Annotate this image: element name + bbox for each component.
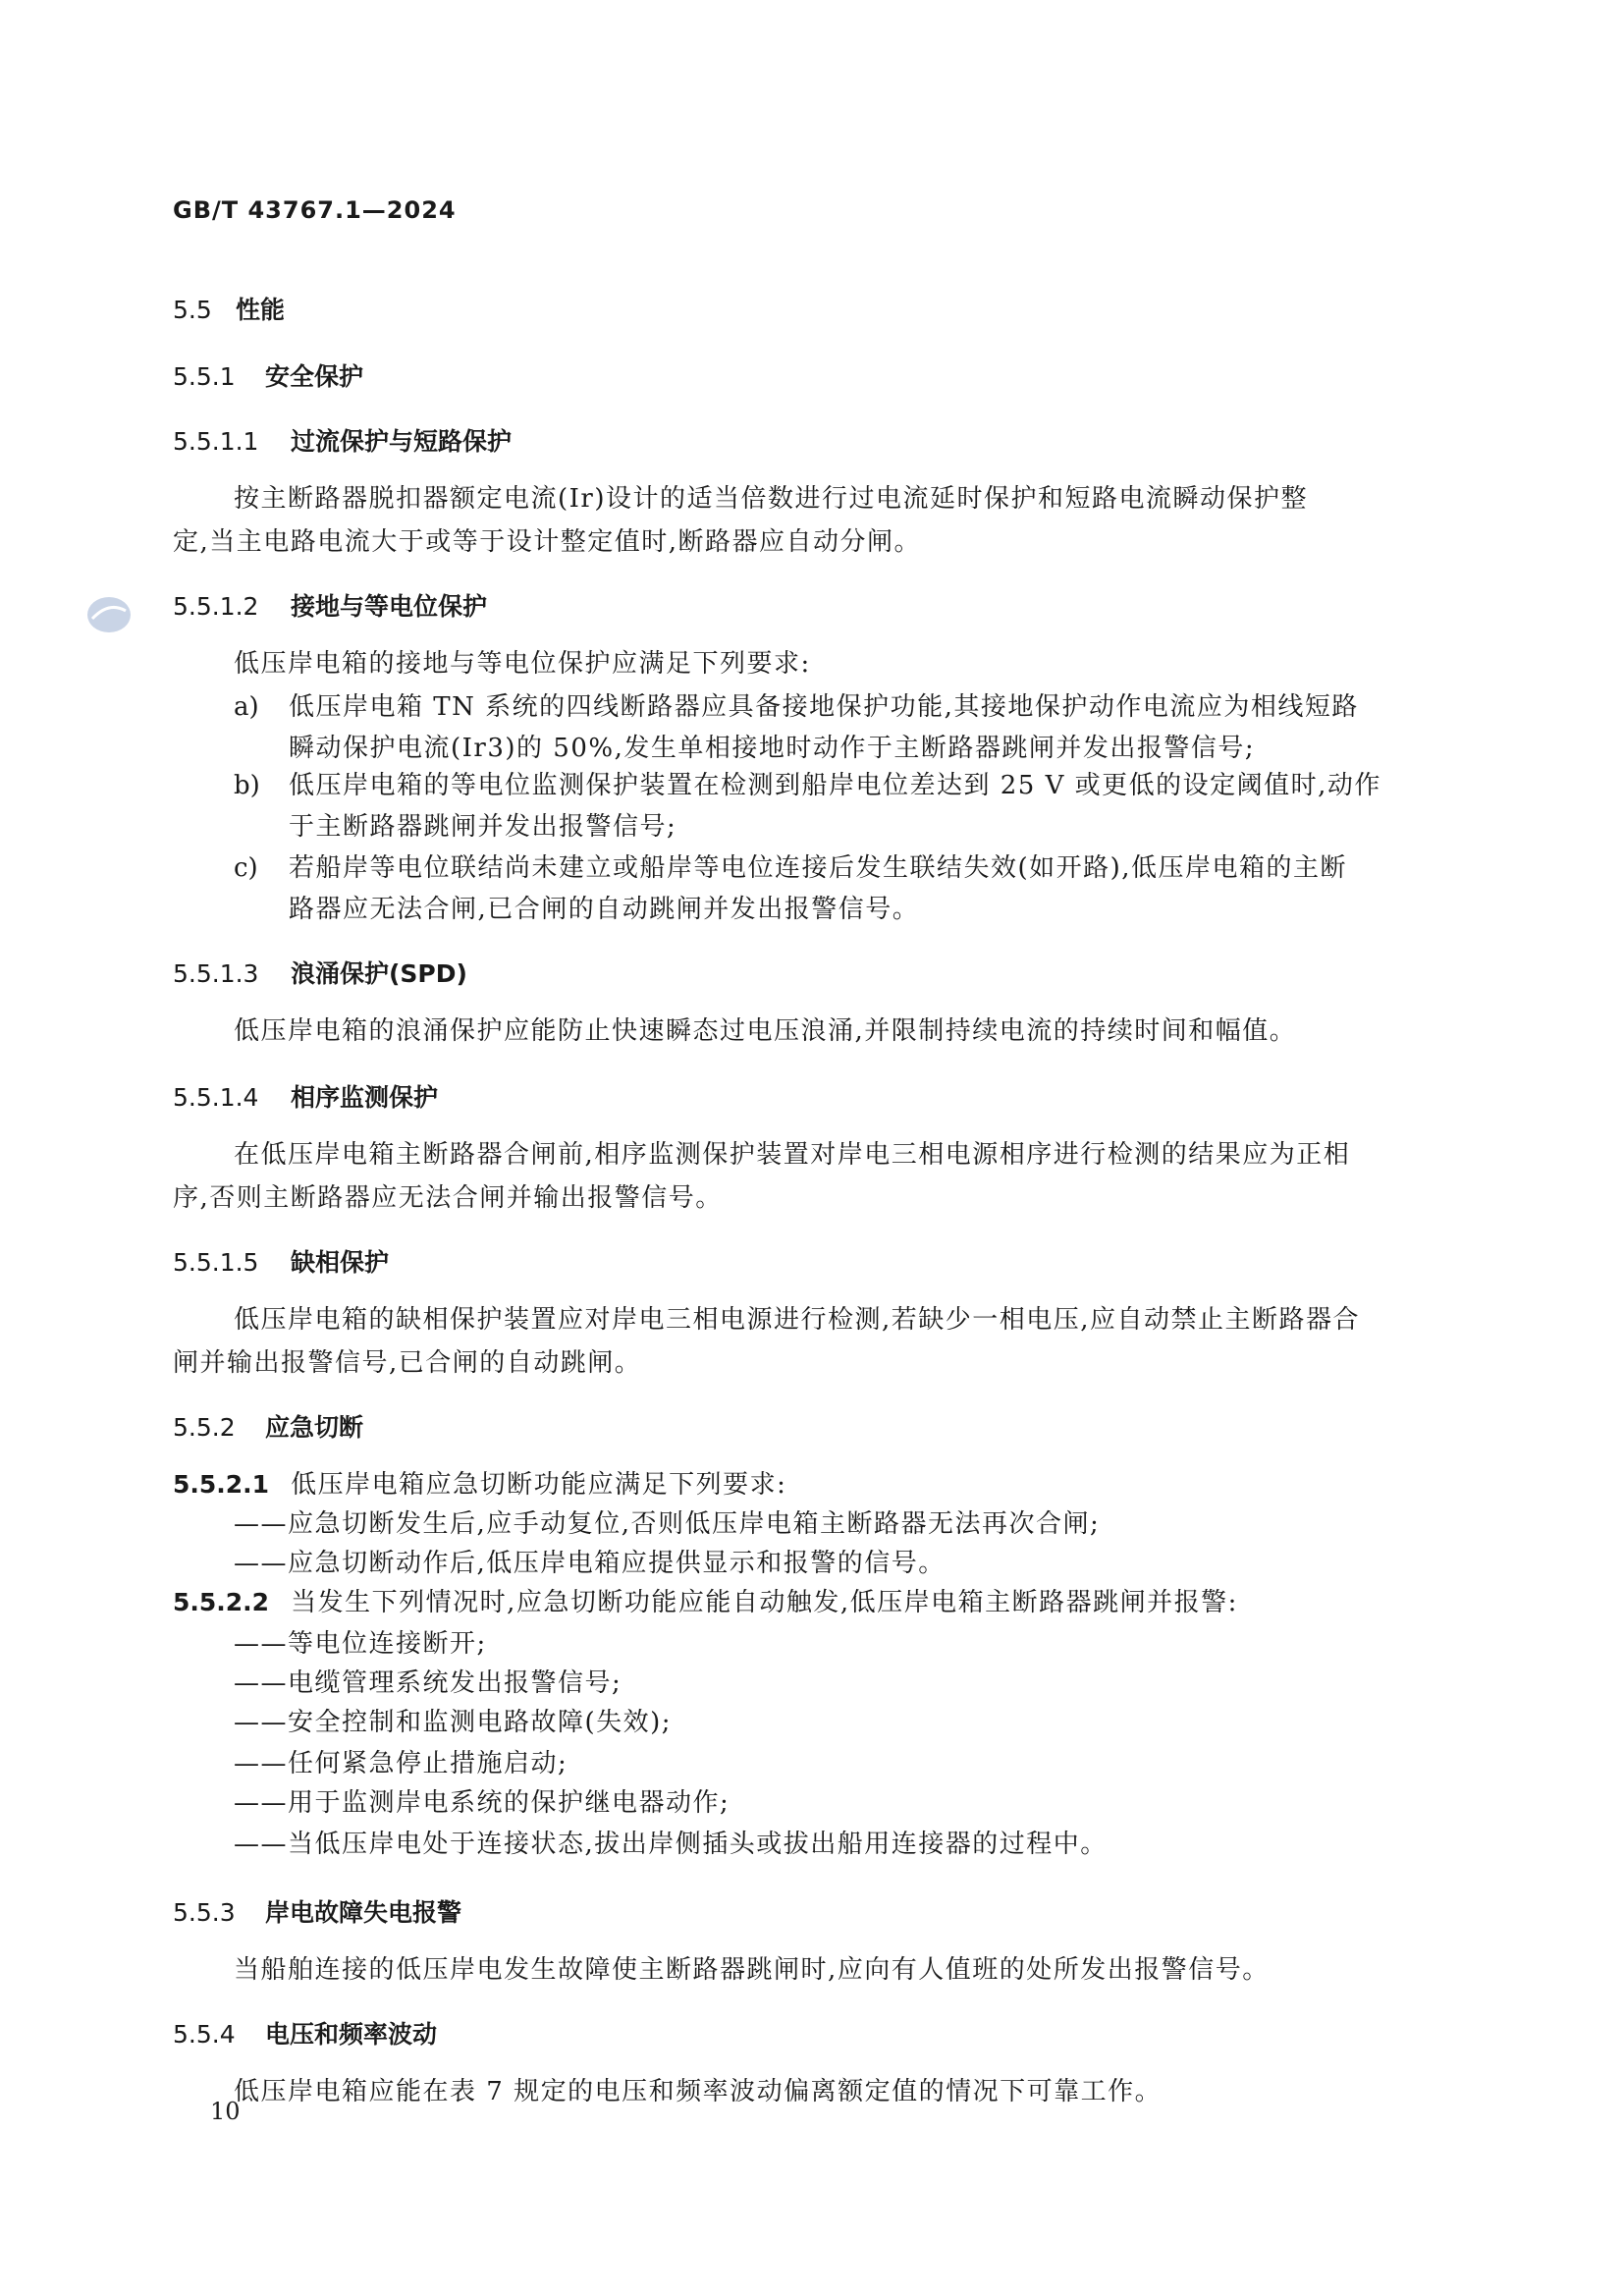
list-item-line: 若船岸等电位联结尚未建立或船岸等电位连接后发生联结失效(如开路),低压岸电箱的主断	[289, 853, 1348, 883]
clause-text: 当发生下列情况时,应急切断功能应能自动触发,低压岸电箱主断路器跳闸并报警:	[291, 1588, 1238, 1617]
dash-item: ——安全控制和监测电路故障(失效);	[234, 1708, 673, 1737]
heading-5-5	[173, 291, 285, 326]
list-item-line: 路器应无法合闸,已合闸的自动跳闸并发出报警信号。	[289, 895, 920, 924]
heading-5-5-1-3	[173, 955, 467, 990]
heading-number: 5.5.1.3	[173, 959, 259, 988]
heading-title: 应急切断	[265, 1413, 364, 1442]
list-item-line: 低压岸电箱 TN 系统的四线断路器应具备接地保护功能,其接地保护动作电流应为相线短路	[289, 692, 1359, 722]
clause-5-5-2-1	[173, 1463, 786, 1506]
paragraph-line: 定,当主电路电流大于或等于设计整定值时,断路器应自动分闸。	[173, 527, 922, 557]
paragraph-line: 序,否则主断路器应无法合闸并输出报警信号。	[173, 1183, 723, 1213]
paragraph-line: 闸并输出报警信号,已合闸的自动跳闸。	[173, 1348, 642, 1378]
heading-title: 缺相保护	[291, 1248, 390, 1277]
paragraph-line: 在低压岸电箱主断路器合闸前,相序监测保护装置对岸电三相电源相序进行检测的结果应为正相	[234, 1140, 1351, 1170]
heading-title: 浪涌保护(SPD)	[291, 959, 467, 988]
clause-number: 5.5.2.1	[173, 1470, 270, 1499]
heading-5-5-3	[173, 1893, 461, 1929]
heading-title: 岸电故障失电报警	[265, 1898, 462, 1927]
page-number: 10	[210, 2098, 241, 2125]
list-marker: c)	[234, 853, 258, 883]
heading-title: 安全保护	[265, 362, 364, 391]
sac-logo-icon	[86, 595, 132, 634]
paragraph-line: 低压岸电箱的缺相保护装置应对岸电三相电源进行检测,若缺少一相电压,应自动禁止主断路器合	[234, 1305, 1361, 1335]
heading-number: 5.5.1	[173, 362, 236, 391]
heading-number: 5.5.1.1	[173, 427, 259, 456]
list-item-line: 瞬动保护电流(Ir3)的 50%,发生单相接地时动作于主断路器跳闸并发出报警信号;	[289, 734, 1256, 763]
list-marker: b)	[234, 771, 260, 800]
paragraph-line: 低压岸电箱的浪涌保护应能防止快速瞬态过电压浪涌,并限制持续电流的持续时间和幅值。	[234, 1016, 1297, 1046]
list-item-line: 于主断路器跳闸并发出报警信号;	[289, 812, 677, 842]
heading-5-5-1-1	[173, 422, 512, 458]
list-marker: a)	[234, 692, 259, 722]
paragraph-line: 当船舶连接的低压岸电发生故障使主断路器跳闸时,应向有人值班的处所发出报警信号。	[234, 1955, 1270, 1985]
heading-number: 5.5.2	[173, 1413, 236, 1442]
heading-5-5-1-4	[173, 1078, 438, 1114]
paragraph-line: 低压岸电箱的接地与等电位保护应满足下列要求:	[234, 649, 811, 679]
dash-item: ——任何紧急停止措施启动;	[234, 1749, 568, 1778]
clause-number: 5.5.2.2	[173, 1588, 270, 1616]
heading-5-5-1	[173, 357, 363, 393]
dash-item: ——当低压岸电处于连接状态,拔出岸侧插头或拔出船用连接器的过程中。	[234, 1830, 1108, 1859]
paragraph-line: 低压岸电箱应能在表 7 规定的电压和频率波动偏离额定值的情况下可靠工作。	[234, 2077, 1163, 2106]
heading-number: 5.5.1.2	[173, 592, 259, 621]
heading-number: 5.5	[173, 296, 212, 324]
heading-title: 性能	[236, 296, 286, 324]
heading-number: 5.5.4	[173, 2020, 236, 2049]
heading-5-5-4	[173, 2015, 437, 2050]
heading-title: 电压和频率波动	[265, 2020, 438, 2049]
dash-item: ——用于监测岸电系统的保护继电器动作;	[234, 1788, 730, 1818]
heading-number: 5.5.1.5	[173, 1248, 259, 1277]
heading-number: 5.5.1.4	[173, 1083, 259, 1112]
clause-5-5-2-2	[173, 1581, 1238, 1624]
list-item-line: 低压岸电箱的等电位监测保护装置在检测到船岸电位差达到 25 V 或更低的设定阈值时,动作	[289, 771, 1381, 800]
dash-item: ——应急切断动作后,低压岸电箱应提供显示和报警的信号。	[234, 1549, 946, 1578]
paragraph-line: 按主断路器脱扣器额定电流(Ir)设计的适当倍数进行过电流延时保护和短路电流瞬动保护整	[234, 484, 1308, 514]
heading-title: 相序监测保护	[291, 1083, 439, 1112]
clause-text: 低压岸电箱应急切断功能应满足下列要求:	[291, 1470, 787, 1500]
dash-item: ——应急切断发生后,应手动复位,否则低压岸电箱主断路器无法再次合闸;	[234, 1509, 1101, 1539]
dash-item: ——电缆管理系统发出报警信号;	[234, 1668, 622, 1698]
heading-title: 过流保护与短路保护	[291, 427, 513, 456]
heading-5-5-1-5	[173, 1243, 389, 1279]
dash-item: ——等电位连接断开;	[234, 1629, 487, 1659]
heading-title: 接地与等电位保护	[291, 592, 488, 621]
standard-code: GB/T 43767.1—2024	[173, 196, 457, 224]
heading-5-5-1-2	[173, 587, 487, 623]
heading-number: 5.5.3	[173, 1898, 236, 1927]
heading-5-5-2	[173, 1408, 363, 1444]
